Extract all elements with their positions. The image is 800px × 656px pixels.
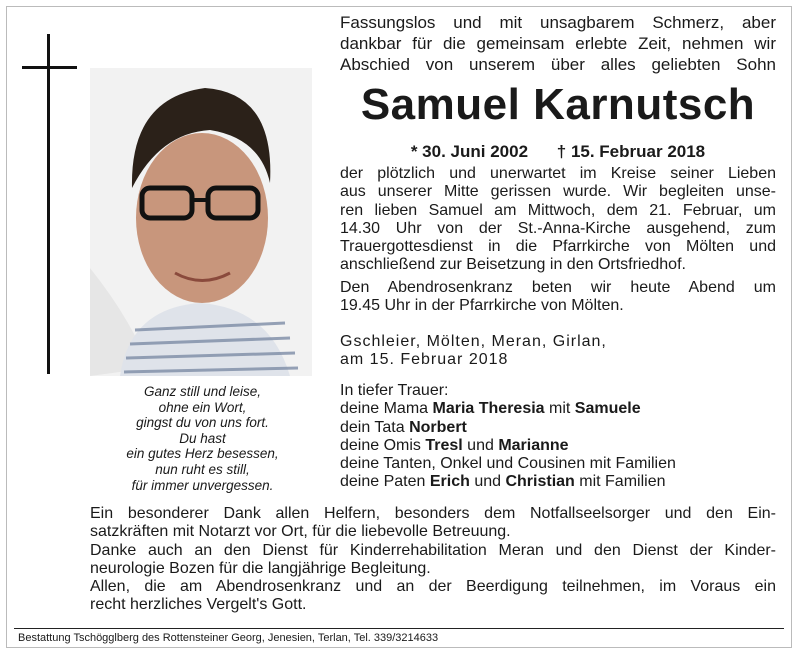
mourner-name: Tresl	[425, 436, 463, 454]
poem-line: Du hast	[179, 430, 226, 446]
place-and-date	[340, 333, 680, 370]
mourners-intro: In tiefer Trauer:	[340, 382, 449, 399]
funeral-home-footer: Bestattung Tschögglberg des Rottensteiner Georg, Jenesien, Terlan, Tel. 339/3214633	[18, 632, 439, 644]
details-line: aus unserer Mitte gerissen wurde. Wir begleiten unse-	[340, 183, 776, 201]
cross-icon-bar	[22, 66, 77, 69]
poem	[100, 384, 305, 493]
mourner-line-mama: deine Mama Maria Theresia mit Samuele	[340, 400, 641, 418]
poem-line: ohne ein Wort,	[158, 399, 247, 415]
portrait-illustration	[90, 68, 312, 376]
death-date: † 15. Februar 2018	[556, 142, 706, 161]
poem-line: für immer unvergessen.	[131, 477, 274, 493]
mourner-name: Christian	[505, 473, 575, 491]
poem-line: nun ruht es still,	[155, 461, 250, 477]
mourner-name: Maria Theresia	[432, 400, 545, 418]
rosary-line: 19.45 Uhr in der Pfarrkirche von Mölten.	[340, 297, 624, 315]
poem-line: Ganz still und leise,	[143, 384, 262, 399]
poem-line: gingst du von uns fort.	[136, 415, 269, 431]
thanks-line: Danke auch an den Dienst für Kinderrehabilitation Meran und den Dienst der Kinder-	[90, 541, 776, 559]
mourner-line-paten: deine Paten Erich und Christian mit Familien	[340, 473, 666, 491]
thanks-line: recht herzliches Vergelt's Gott.	[90, 596, 307, 614]
poem-line: ein gutes Herz besessen,	[126, 446, 279, 462]
mourner-name: Marianne	[498, 436, 569, 454]
thanks-line: Allen, die am Abendrosenkranz und an der Beerdigung teilnehmen, im Voraus ein	[90, 578, 776, 596]
date-line: am 15. Februar 2018	[340, 351, 509, 369]
intro-line: Abschied von unserem über alles geliebten Sohn	[340, 55, 776, 74]
details-line: ren lieben Samuel am Mittwoch, dem 21. Februar, um	[340, 201, 776, 219]
funeral-details	[340, 165, 776, 315]
cross-icon	[47, 34, 50, 374]
birth-date: * 30. Juni 2002	[410, 142, 529, 161]
intro-line: dankbar für die gemeinsam erlebte Zeit, nehmen wir	[340, 34, 776, 53]
thanks-line: Ein besonderer Dank allen Helfern, besonders dem Notfallseelsorger und den Ein-	[90, 505, 776, 522]
place-line: Gschleier, Mölten, Meran, Girlan,	[340, 333, 607, 350]
mourner-name: Norbert	[409, 418, 467, 436]
mourner-name: Samuele	[574, 400, 641, 418]
thanks-line: satzkräften mit Notarzt vor Ort, für die liebevolle Betreuung.	[90, 523, 511, 541]
rosary-line: Den Abendrosenkranz beten wir heute Abend um	[340, 278, 776, 296]
thanks-section	[90, 505, 776, 615]
details-line: 14.30 Uhr von der St.-Anna-Kirche ausgehend, zum	[340, 219, 776, 237]
life-dates	[340, 142, 776, 162]
intro-text	[340, 12, 776, 75]
intro-line: Fassungslos und mit unsagbarem Schmerz, aber	[340, 13, 776, 32]
deceased-name: Samuel Karnutsch	[360, 80, 756, 129]
mourner-line-relatives: deine Tanten, Onkel und Cousinen mit Familien	[340, 455, 676, 473]
thanks-line: neurologie Bozen für die langjährige Begleitung.	[90, 559, 431, 577]
details-line: der plötzlich und unerwartet im Kreise seiner Lieben	[340, 165, 776, 182]
portrait-photo	[90, 68, 312, 376]
footer-divider	[14, 628, 784, 629]
mourner-line-omis: deine Omis Tresl und Marianne	[340, 436, 569, 454]
details-line: Trauergottesdienst in die Pfarrkirche von Mölten und	[340, 238, 776, 256]
mourner-name: Erich	[429, 473, 470, 491]
mourner-line-tata: dein Tata Norbert	[340, 418, 467, 436]
details-line: anschließend zur Beisetzung in den Ortsfriedhof.	[340, 256, 686, 274]
mourners-list	[340, 382, 776, 492]
